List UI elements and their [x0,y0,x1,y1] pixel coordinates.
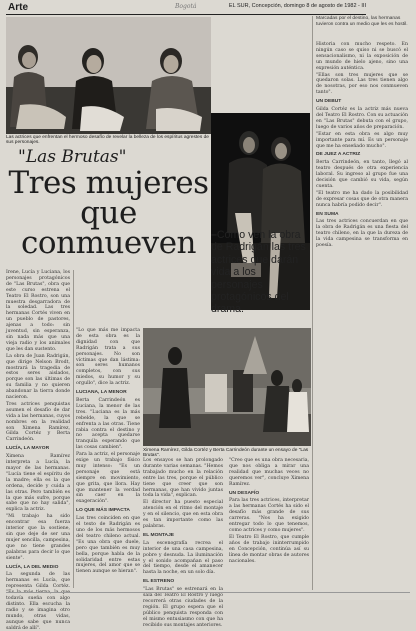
paragraph: "Lo que más me impacta de esta obra es la dignidad con que Radrigán trata a sus personajes. No son víctimas que dan lástima: son seres humanos completos, con sus miedos, su humor y su orgullo", dice la actriz. [76,328,140,387]
subheading: UN DESAFÍO [229,490,260,496]
section-label: Arte [8,2,29,13]
body-column-1 [6,270,70,631]
dek-text: Cómo ven la obra de Radrigán las tres actrices que darán vida a los personajes protagónicos del drama. [211,229,306,316]
paragraph: El director ha puesto especial atención en el ritmo del montaje y en el silencio, que en esta obra es tan importante como las palabras. [143,500,223,529]
paragraph: Los ensayos se han prolongado durante varias semanas. "Hemos trabajado mucho en la relación entre las tres, porque el público tiene que creer que son hermanas, que han vivido juntas toda la vida", explican. [143,458,223,499]
subheading: DE JUEZ A ACTRIZ [316,152,361,158]
paragraph: Las tres coinciden en que el texto de Radrigán es uno de los más hermosos del teatro chileno actual. "Es una obra que duele, pero que también es muy bella, porque habla de la solidaridad entre estas mujeres, del amor que se tienen aunque se hieran". [76,516,140,575]
rehearsal-photo [143,328,311,446]
paragraph: "Creo que es una obra necesaria, que nos obliga a mirar una realidad que muchas veces no queremos ver", concluye Ximena Ramírez. [229,458,309,487]
dek-dash: – [211,229,217,241]
paragraph: "El teatro me ha dado la posibilidad de expresar cosas que de otra manera nunca habría podido decir". [316,190,408,208]
paragraph: El Teatro El Rostro, que cumple años de trabajo ininterrumpido en Concepción, continúa así su línea de montar obras de autores nacionales. [229,534,309,564]
top-photo [6,17,211,134]
paragraph: "Ellas son tres mujeres que se quedaron solas. Las tres tienen algo de nosotras, por eso nos conmueven tanto". [316,72,408,96]
paragraph: La escenografía recrea el interior de una casa campesina, pobre y desnuda. La iluminación y el sonido acompañan el paso del tiempo, desde el amanecer hasta la noche, en un solo día. [143,540,223,576]
subheading: LUCÍA, LA MAYOR [6,446,50,452]
subheading: LUCÍA, LA DEL MEDIO [6,564,59,570]
paragraph: Para las tres actrices, interpretar a las hermanas Cortés ha sido el desafío más grande de sus carreras. "Nos ha exigido entregar todo lo que tenemos, como actrices y como mujeres". [229,498,309,533]
subheading: EL ESTRENO [143,579,175,585]
paragraph: Tres actrices penquistas asumen el desafío de dar vida a las hermanas, cuyos nombres en la realidad son Ximena Ramírez, Gilda Cortéz y Berta Carrindeón. [6,401,70,443]
subheading: UN DEBUT [316,99,342,105]
body-column-2 [76,328,140,588]
subheading: LO QUE MÁS IMPACTA [76,508,130,514]
story-kicker: "Las Brutas" [18,147,127,167]
paragraph: La segunda de las hermanas es Lucía, que representa Gilda Cortéz. todavía sueña con algo distinto. Ella escucha la radio y se imagina otro mundo, otras vidas, aunque sabe que nunca saldrá de allí". [6,572,70,631]
paragraph: Irene, Lucía y Luciana, los personajes protagónicos de "Las Brutas", obra que este curso estrena el Teatro El Rostro, son una muestra desgarradora de la soledad. Las tres hermanas Cortés viven en un pueblo de pastores, ajenas a todo: sin juventud, sin esperanza, sin nada más que una vieja radio y los animales que les dan sustento. [6,270,70,352]
rehearsal-photo-caption: Ximena Ramírez, Gilda Cortéz y Berta Carrindeón durante un ensayo de "Las Brutas". [143,448,309,459]
story-dek [211,229,306,316]
side-divider [312,16,313,590]
paragraph: Para la actriz, el personaje exige un trabajo físico muy intenso: "Es un personaje que está siempre en movimiento, que grita, que llora. Hay que mantener la verdad sin caer en la exageración". [76,452,140,505]
paragraph: Berta Carrindeón, en tanto, llegó al teatro después de otra experiencia laboral. Su ingreso al grupo fue una decisión que cambió su vida, según cuenta. [316,160,408,189]
subheading: EN SUMA [316,211,339,217]
paragraph: Berta Carrindeón es Luciana, la menor de las tres. "Luciana es la más rebelde, la que se enfrenta a las otras. Tiene rabia contra el destino y no acepta quedarse tranquila esperando que las cosas cambien". [76,397,140,451]
paragraph: "Estar en esta obra es algo muy importante para mí. Es un personaje que me ha enseñado mucho". [316,131,408,149]
side-intro: Marcadas por el destino, las hermanas tuvieron contra un medio que les es hostil. [316,16,408,27]
paragraph: Las tres actrices concuerdan en que la obra de Radrigán es una fiesta del teatro chileno, en la que la dureza de la vida campesina se transforma en poesía. [316,219,408,249]
body-column-3 [143,458,223,628]
paragraph: Historia con mucho respeto. En ningún caso se quiso ni se buscó el sensacionalismo, ni la exposición de un mundo de hielo ajeno, sino una expresión auténtica. [316,42,408,71]
paragraph: "Mi trabajo ha sido encontrar esa fuerza interior que la sostiene, sin que deje de ser una mujer sencilla, campesina, que no tiene grandes palabras para decir lo que siente". [6,514,70,561]
bottom-rule [6,592,410,593]
side-column [316,42,408,588]
paragraph: Ximena Ramírez interpreta a Lucía, la mayor de las hermanas. "Lucía tiene el espíritu de la madre; ella es la que ordena, decide y cuida a las otras. Pero también es la que más sufre, porque sabe que no hay salida", explica la actriz. [6,454,70,513]
subheading: EL MONTAJE [143,532,175,538]
paragraph: "Las Brutas" se estrenará en la sala del Teatro El Rostro y luego recorrerá otras ciudades de la región. El grupo espera que el público penquista responda con el mismo entusiasmo con que ha recibido sus montajes anteriores. [143,587,223,628]
handwritten-stamp: Bogotá [175,3,197,10]
column-divider [73,270,74,588]
header-rule [6,14,366,15]
paragraph: La obra de Juan Radrigán, que dirige Nelson Brodt, mostrará la tragedia de estos seres aislados, porque son las últimas de su familia y no quieren abandonar la tierra donde nacieron. [6,353,70,401]
dateline: EL SUR, Concepción, domingo 8 de agosto de 1982 - III [228,3,366,9]
story-headline: Tres mujeres que conmueven [8,165,209,261]
body-column-4 [229,458,309,588]
paragraph: Gilda Cortéz es la actriz más nueva del Teatro El Rostro. Con su actuación en "Las Brutas" debuta con el grupo, luego de varios años de preparación. [316,107,408,130]
subheading: LUCIANA, LA MENOR [76,390,127,396]
top-photo-caption: Las actrices que enfrentan el hermoso desafío de revelar la belleza de los espíritus agrestes de sus personajes. [6,135,209,146]
